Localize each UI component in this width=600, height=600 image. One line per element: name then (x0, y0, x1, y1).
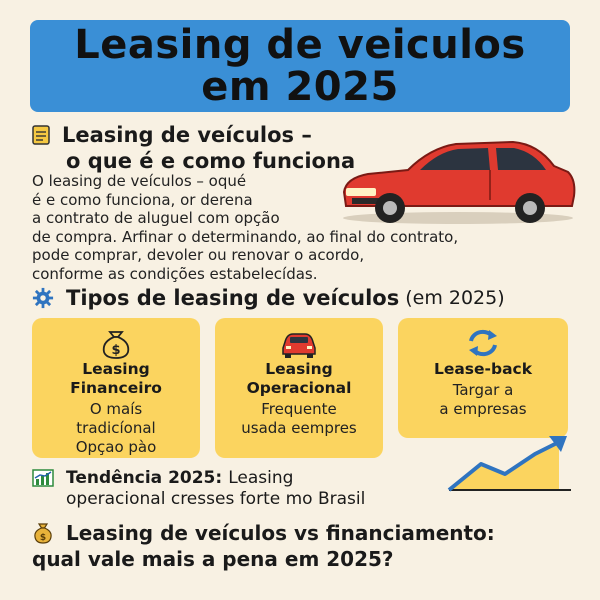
svg-text:$: $ (111, 343, 121, 358)
intro-line: é e como funciona, or derena (32, 190, 253, 209)
card-desc: Frequente (261, 400, 337, 418)
intro-line: pode comprar, devoler ou renovar o acordo, (32, 246, 365, 264)
card-desc: tradicíonal (76, 419, 156, 437)
svg-text:$: $ (39, 533, 47, 543)
section2-title: Tipos de leasing de veículos (66, 286, 400, 310)
section1-heading (32, 122, 372, 174)
card-title: Leasing (265, 360, 333, 378)
section2-title-suffix: (em 2025) (405, 287, 505, 309)
intro-line: O leasing de veículos – oqué (32, 172, 247, 190)
section2-heading (32, 286, 505, 310)
card-desc: Opçao pào (75, 438, 157, 456)
title-line-1: Leasing de veiculos (74, 22, 526, 68)
intro-paragraph (32, 172, 572, 283)
card-desc: usada eempres (241, 419, 357, 437)
trend-note (32, 468, 452, 510)
intro-line: de compra. Arfinar o determinando, ao final do contrato, (32, 227, 459, 246)
card-leasing-financeiro (32, 318, 200, 458)
title-line-2: em 2025 (201, 64, 399, 110)
trend-label: Tendência 2025: (66, 468, 223, 488)
document-icon (32, 125, 50, 145)
section1-heading-line1: Leasing de veículos – (62, 123, 312, 147)
title-banner (30, 20, 570, 112)
section4-heading (32, 520, 572, 572)
card-title: Leasing (82, 360, 150, 378)
card-desc: a empresas (439, 400, 527, 418)
money-bag-icon (96, 326, 136, 360)
section4-line2: qual vale mais a pena em 2025? (32, 547, 394, 571)
card-desc: Targar a (452, 381, 514, 399)
car-icon (279, 326, 319, 360)
trend-text-line2: operacional cresses forte mo Brasil (66, 489, 366, 509)
card-title: Lease-back (433, 360, 533, 378)
intro-line: a contrato de aluguel com opção (32, 209, 280, 227)
intro-line: conforme as condições estabelecídas. (32, 264, 318, 283)
section1-heading-line2: o que é e como funciona (66, 149, 356, 173)
card-lease-back (398, 318, 568, 438)
trend-text: Leasing (228, 468, 294, 488)
growth-chart-icon (445, 430, 575, 495)
card-leasing-operacional (215, 318, 383, 458)
card-desc: O maís (89, 400, 143, 418)
bar-chart-icon (32, 469, 54, 487)
gear-icon (32, 287, 54, 309)
refresh-icon (463, 326, 503, 360)
card-title: Financeiro (70, 379, 162, 397)
card-title: Operacional (246, 379, 352, 397)
money-bag-icon (32, 522, 54, 544)
section4-line1: Leasing de veículos vs financiamento: (66, 521, 495, 545)
